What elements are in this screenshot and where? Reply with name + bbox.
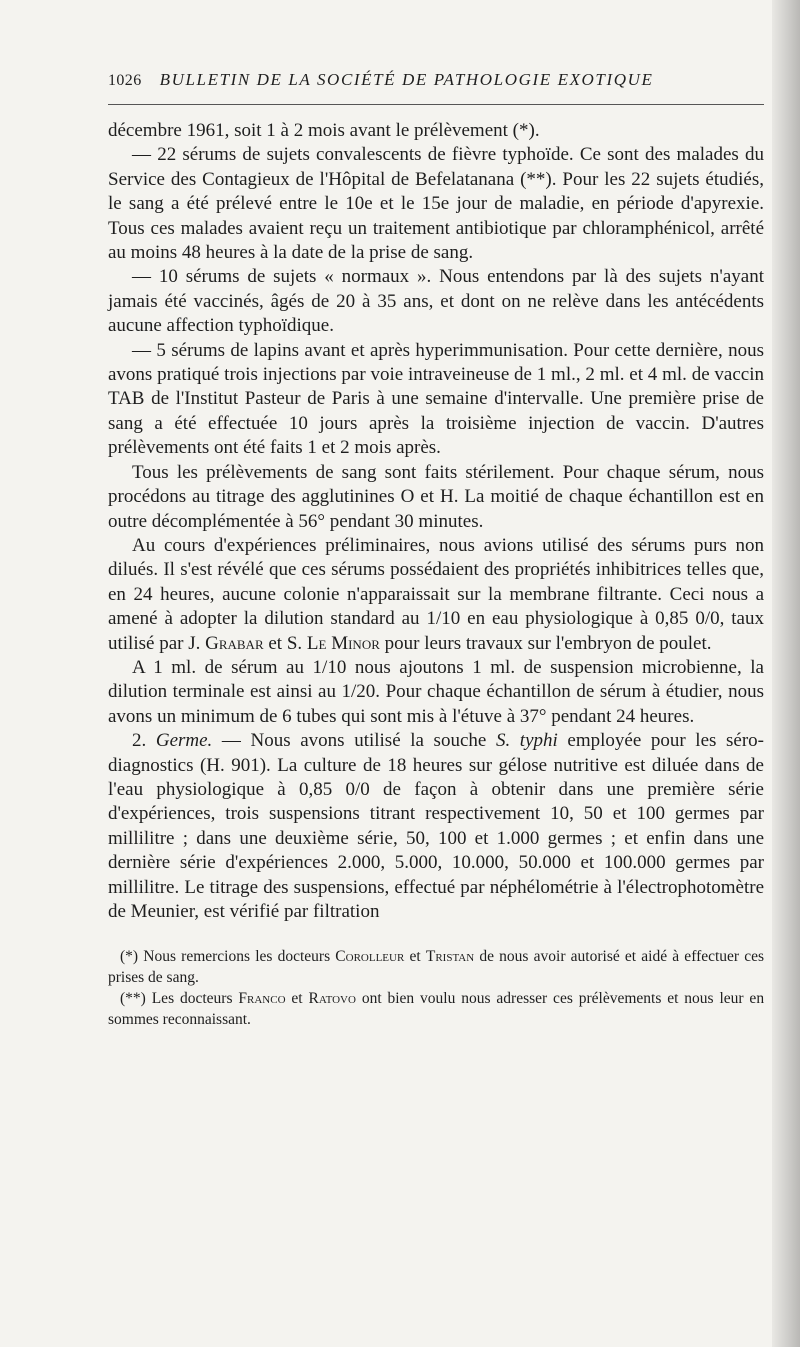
paragraph — [108, 729, 764, 924]
paragraph — [108, 534, 764, 656]
paragraph: — 10 sérums de sujets « normaux ». Nous entendons par là des sujets n'ayant jamais été vaccinés, âgés de 20 à 35 ans, et dont on ne relève dans les antécédents aucune affection typhoïdique. — [108, 266, 764, 337]
species-name: S. typhi — [495, 730, 558, 752]
paragraph: A 1 ml. de sérum au 1/10 nous ajoutons 1 ml. de suspension microbienne, la dilution terminale est ainsi au 1/20. Pour chaque échantillon de sérum à étudier, nous avons un minimum de 6 tubes qui sont mis à l'étuve à 37° pendant 24 heures. — [108, 656, 764, 727]
author-name: Grabar — [205, 632, 264, 654]
author-name: Ratovo — [308, 990, 356, 1008]
text-span: employée pour les séro-diagnostics (H. 901). La culture de 18 heures sur gélose nutritive est diluée dans de l'eau physiologique à 0,85 0/0 de façon à obtenir dans une première série d'expériences, trois suspensions titrant respectivement 10, 50 et 100 germes par millilitre ; dans une deuxième série, 50, 100 et 1.000 germes ; et enfin dans une dernière série d'expériences 2.000, 5.000, 10.000, 50.000 et 100.000 germes par millilitre. Le titrage des suspensions, effectué par néphélométrie à l'électrophotomètre de Meunier, est vérifié par filtration — [108, 730, 765, 922]
author-name: Le Minor — [306, 632, 380, 654]
section-label: Germe. — [155, 730, 213, 752]
footnotes — [108, 946, 764, 1030]
paragraph: — 5 sérums de lapins avant et après hyperimmunisation. Pour cette dernière, nous avons pratiqué trois injections par voie intraveineuse de 1 ml., 2 ml. et 4 ml. de vaccin TAB de l'Institut Pasteur de Paris à une semaine d'intervalle. Une première prise de sang a été effectuée 10 jours après la troisième injection de vaccin. D'autres prélèvements ont été faits 1 et 2 mois après. — [108, 339, 764, 459]
text-span: de nous avoir autorisé et aidé à effectuer ces prises de sang. — [108, 948, 765, 987]
footnote-marker: (*) — [120, 948, 139, 966]
running-head — [108, 70, 764, 105]
body-text — [108, 119, 764, 924]
journal-title: BULLETIN DE LA SOCIÉTÉ DE PATHOLOGIE EXOTIQUE — [159, 70, 654, 89]
text-span: et — [291, 990, 303, 1008]
text-span: Au cours d'expériences préliminaires, nous avions utilisé des sérums purs non dilués. Il s'est révélé que ces sérums possédaient des propriétés inhibitrices telles que, en 24 heures, aucune colonie n'apparaissait sur la membrane filtrante. Ceci nous a amené à adopter la dilution standard au 1/10 en eau physiologique à 0,85 0/0, taux utilisé par J. — [108, 534, 764, 654]
footnote — [108, 946, 764, 988]
author-name: Franco — [238, 990, 286, 1008]
text-span: — Nous avons utilisé la souche — [221, 730, 487, 752]
text-span: et S. — [268, 632, 303, 654]
text-span: et — [409, 948, 421, 966]
text-span: pour leurs travaux sur l'embryon de poulet. — [384, 632, 712, 654]
page — [108, 70, 764, 1030]
footnote-marker: (**) — [120, 990, 146, 1008]
text-span: Les docteurs — [151, 990, 233, 1008]
paragraph: — 22 sérums de sujets convalescents de fièvre typhoïde. Ce sont des malades du Service des Contagieux de l'Hôpital de Befelatanana (**). Pour les 22 sujets étudiés, le sang a été prélevé entre le 10e et le 15e jour de maladie, en période d'apyrexie. Tous ces malades avaient reçu un traitement antibiotique par chloramphénicol, arrêté au moins 48 heures à la date de la prise de sang. — [108, 144, 764, 264]
section-number: 2. — [132, 730, 147, 752]
footnote — [108, 988, 764, 1030]
author-name: Tristan — [425, 948, 475, 966]
paragraph: décembre 1961, soit 1 à 2 mois avant le prélèvement (*). — [108, 120, 540, 141]
text-span: Nous remercions les docteurs — [143, 948, 331, 966]
page-edge-shadow — [772, 0, 800, 1347]
paragraph: Tous les prélèvements de sang sont faits stérilement. Pour chaque sérum, nous procédons au titrage des agglutinines O et H. La moitié de chaque échantillon est en outre décomplémentée à 56° pendant 30 minutes. — [108, 461, 764, 532]
page-number: 1026 — [108, 72, 142, 89]
author-name: Corolleur — [335, 948, 405, 966]
text-span: ont bien voulu nous adresser ces prélèvements et nous leur en sommes reconnaissant. — [108, 990, 765, 1029]
